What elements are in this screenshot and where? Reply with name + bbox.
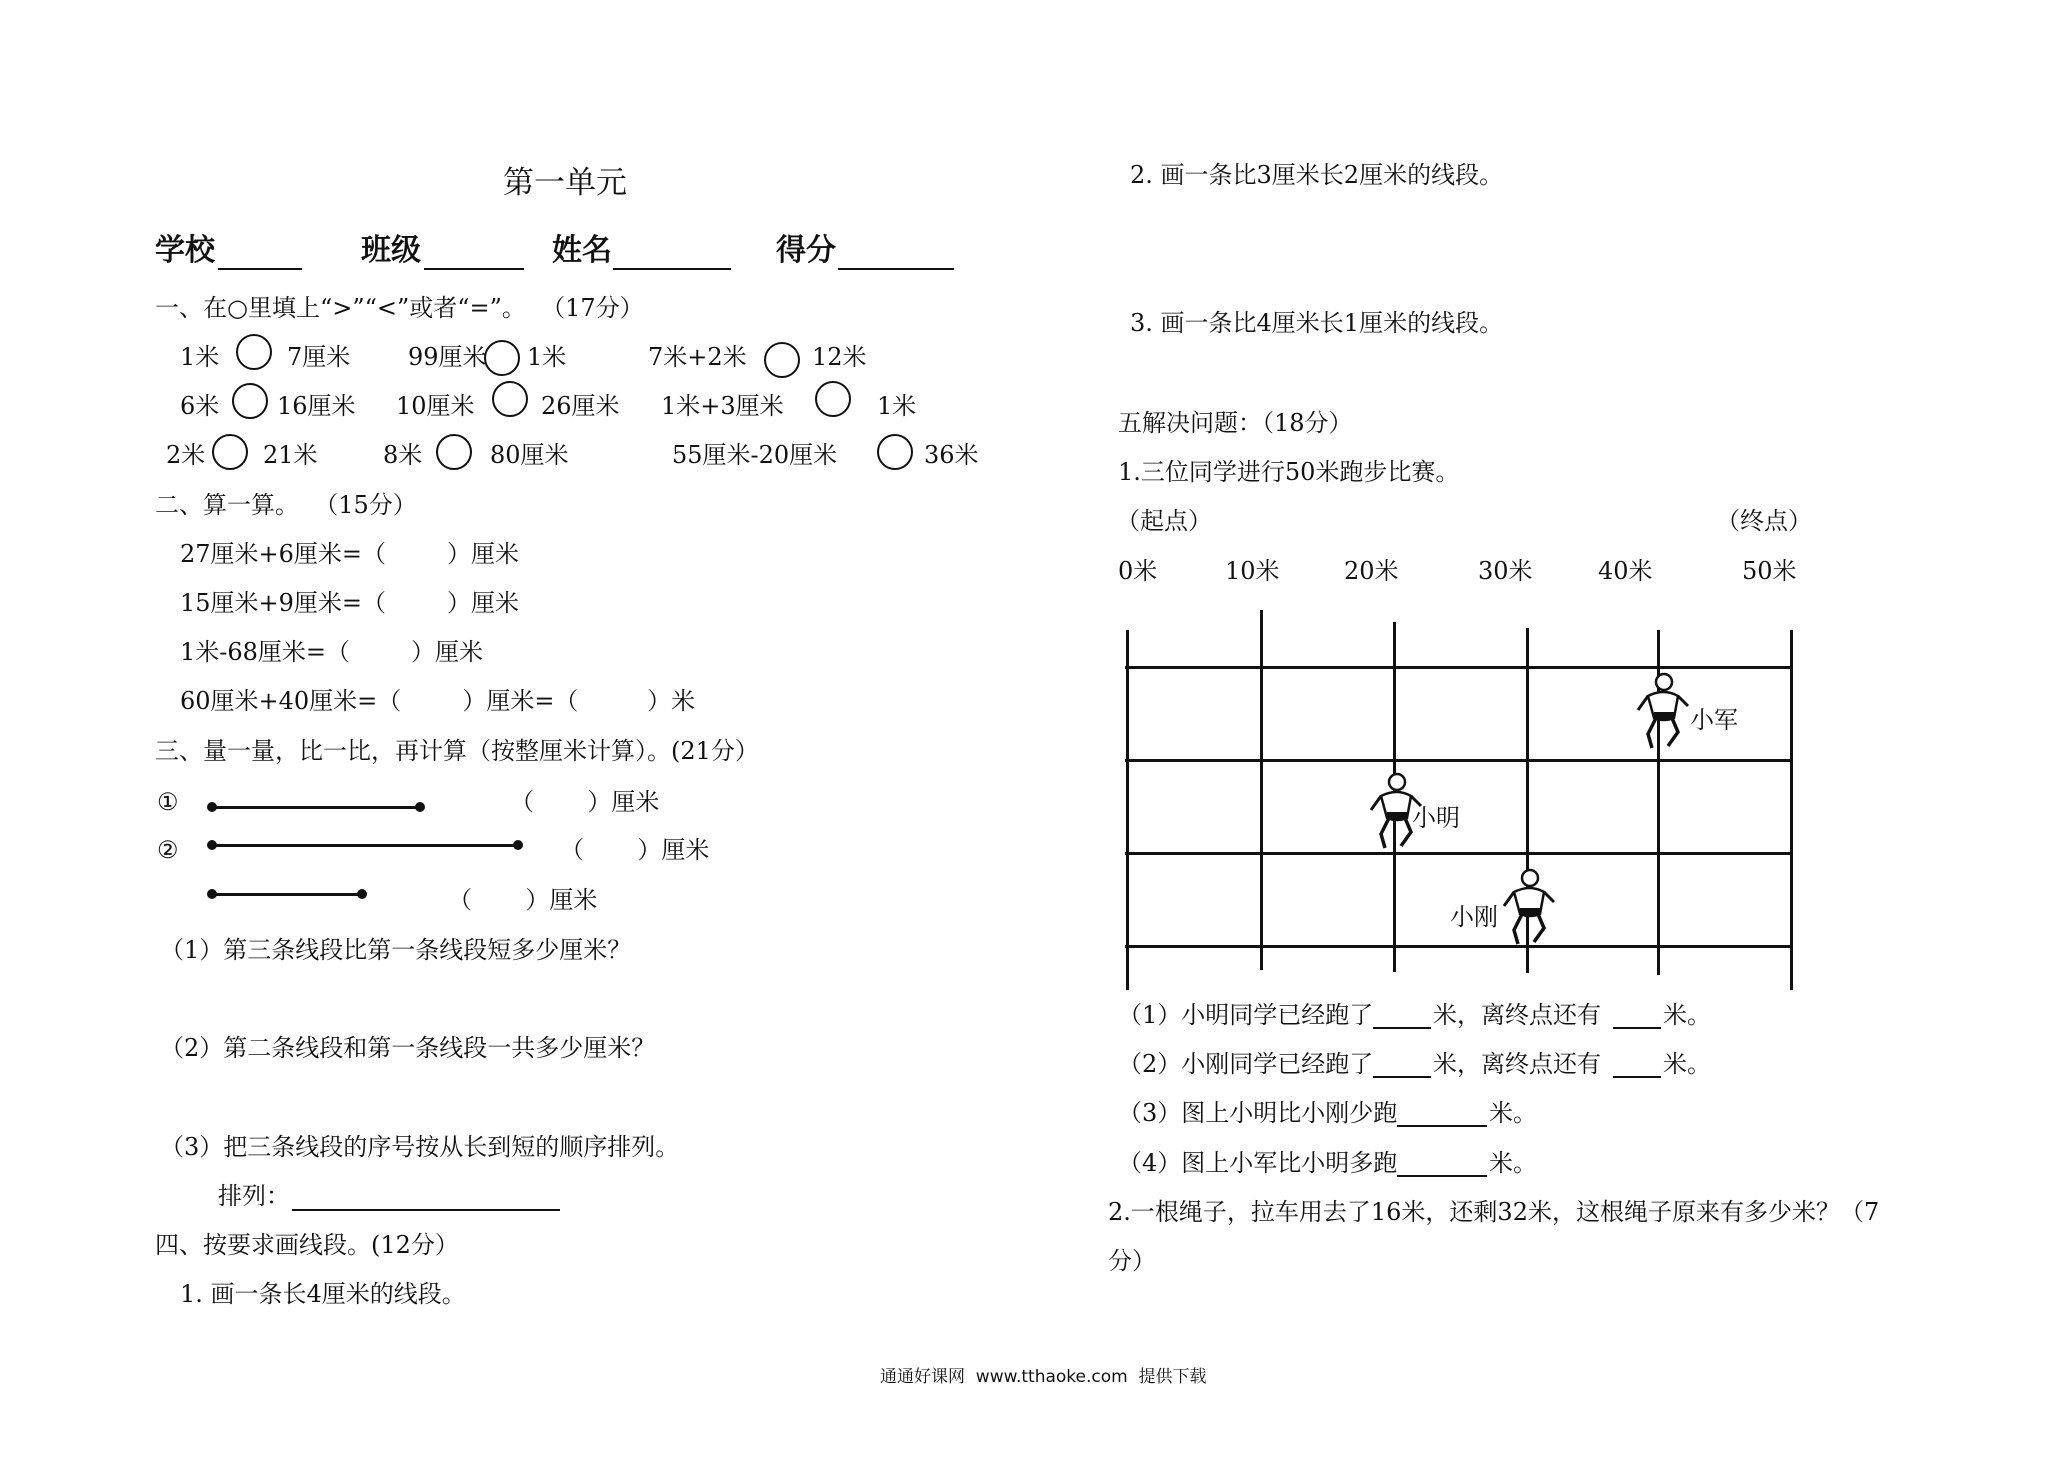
track-divider bbox=[1126, 630, 1129, 990]
s5-sub2-b: 米，离终点还有 bbox=[1433, 1050, 1601, 1078]
s1-r1-b: 7厘米 bbox=[287, 343, 351, 371]
section4-title: 四、按要求画线段。(12分） bbox=[155, 1231, 459, 1259]
name-blank[interactable] bbox=[613, 268, 731, 270]
segment-marker-2: ② bbox=[157, 836, 179, 864]
section3-title: 三、量一量，比一比，再计算（按整厘米计算）。(21分） bbox=[155, 737, 759, 765]
s5-sub2-c: 米。 bbox=[1663, 1050, 1711, 1078]
distance-mark: 10米 bbox=[1225, 557, 1280, 585]
s5-sub1-a: （1）小明同学已经跑了 bbox=[1118, 1001, 1374, 1029]
section5-title: 五解决问题：（18分） bbox=[1118, 409, 1353, 437]
compare-circle[interactable] bbox=[232, 383, 268, 419]
compare-circle[interactable] bbox=[212, 434, 248, 470]
compare-circle[interactable] bbox=[436, 434, 472, 470]
s2-q1: 27厘米+6厘米=（ ）厘米 bbox=[180, 540, 520, 568]
runner-name-xiaogang: 小刚 bbox=[1450, 903, 1498, 931]
distance-mark: 20米 bbox=[1344, 557, 1399, 585]
compare-circle[interactable] bbox=[484, 340, 520, 376]
answer-blank[interactable] bbox=[1613, 1076, 1661, 1078]
track-lane-line bbox=[1125, 852, 1790, 855]
section1-title: 一、在○里填上“>”“<”或者“=”。 （17分） bbox=[155, 294, 644, 322]
s1-r1-e: 7米+2米 bbox=[648, 343, 747, 371]
s5-sub4-a: （4）图上小军比小明多跑 bbox=[1118, 1149, 1398, 1177]
distance-mark: 30米 bbox=[1478, 557, 1533, 585]
runner-name-xiaojun: 小军 bbox=[1690, 706, 1738, 734]
runner-icon bbox=[1500, 868, 1556, 948]
s1-r3-b: 21米 bbox=[263, 441, 318, 469]
name-label: 姓名 bbox=[552, 233, 612, 268]
segment-2-answer: （ ）厘米 bbox=[560, 836, 710, 864]
school-blank[interactable] bbox=[218, 268, 302, 270]
s1-r2-e: 1米+3厘米 bbox=[661, 392, 784, 420]
s3-q2: （2）第二条线段和第一条线段一共多少厘米？ bbox=[160, 1034, 656, 1062]
s5-problem2-cont: 分） bbox=[1108, 1247, 1156, 1275]
s5-sub1-c: 米。 bbox=[1663, 1001, 1711, 1029]
s1-r2-a: 6米 bbox=[180, 392, 220, 420]
segment-1-answer: （ ）厘米 bbox=[510, 788, 660, 816]
s3-q3: （3）把三条线段的序号按从长到短的顺序排列。 bbox=[160, 1133, 680, 1161]
compare-circle[interactable] bbox=[236, 334, 272, 370]
s2-q4: 60厘米+40厘米=（ ）厘米=（ ）米 bbox=[180, 687, 696, 715]
answer-blank[interactable] bbox=[1373, 1076, 1431, 1078]
s1-r1-a: 1米 bbox=[180, 343, 220, 371]
page-title: 第一单元 bbox=[503, 165, 627, 201]
footer-credit: 通通好课网 www.tthaoke.com 提供下载 bbox=[880, 1367, 1207, 1387]
s1-r3-f: 36米 bbox=[924, 441, 979, 469]
s5-sub3-b: 米。 bbox=[1489, 1099, 1537, 1127]
s1-r3-a: 2米 bbox=[166, 441, 206, 469]
s1-r3-c: 8米 bbox=[383, 441, 423, 469]
class-label: 班级 bbox=[361, 233, 421, 268]
class-blank[interactable] bbox=[424, 268, 524, 270]
s4-q3: 3. 画一条比4厘米长1厘米的线段。 bbox=[1130, 309, 1504, 337]
s1-r1-f: 12米 bbox=[812, 343, 867, 371]
s1-r2-b: 16厘米 bbox=[277, 392, 356, 420]
track-divider bbox=[1260, 610, 1263, 970]
s5-sub3-a: （3）图上小明比小刚少跑 bbox=[1118, 1099, 1398, 1127]
s5-problem2: 2.一根绳子，拉车用去了16米，还剩32米，这根绳子原来有多少米？（7 bbox=[1108, 1198, 1880, 1226]
start-label: （起点） bbox=[1116, 507, 1212, 535]
segment-3 bbox=[210, 893, 364, 896]
finish-label: （终点） bbox=[1716, 507, 1812, 535]
distance-mark: 50米 bbox=[1742, 557, 1797, 585]
score-blank[interactable] bbox=[838, 268, 954, 270]
school-label: 学校 bbox=[155, 233, 215, 268]
order-label: 排列： bbox=[218, 1182, 290, 1210]
s1-r3-e: 55厘米-20厘米 bbox=[672, 441, 838, 469]
track-lane-line bbox=[1125, 666, 1790, 669]
s3-q1: （1）第三条线段比第一条线段短多少厘米？ bbox=[160, 936, 632, 964]
s5-sub1-b: 米，离终点还有 bbox=[1433, 1001, 1601, 1029]
track-lane-line bbox=[1125, 945, 1790, 948]
track-divider bbox=[1790, 630, 1793, 990]
s4-q2: 2. 画一条比3厘米长2厘米的线段。 bbox=[1130, 161, 1504, 189]
s1-r2-c: 10厘米 bbox=[396, 392, 475, 420]
score-label: 得分 bbox=[776, 233, 836, 268]
order-blank[interactable] bbox=[292, 1209, 560, 1211]
s1-r2-d: 26厘米 bbox=[541, 392, 620, 420]
answer-blank[interactable] bbox=[1397, 1125, 1487, 1127]
answer-blank[interactable] bbox=[1373, 1027, 1431, 1029]
s5-sub4-b: 米。 bbox=[1489, 1149, 1537, 1177]
section2-title: 二、算一算。 （15分） bbox=[155, 491, 417, 519]
compare-circle[interactable] bbox=[815, 381, 851, 417]
segment-1 bbox=[210, 806, 422, 809]
s2-q3: 1米-68厘米=（ ）厘米 bbox=[180, 638, 484, 666]
s1-r2-f: 1米 bbox=[877, 392, 917, 420]
s1-r1-d: 1米 bbox=[527, 343, 567, 371]
segment-2 bbox=[210, 844, 520, 847]
answer-blank[interactable] bbox=[1397, 1175, 1487, 1177]
segment-marker-1: ① bbox=[157, 788, 179, 816]
compare-circle[interactable] bbox=[764, 342, 800, 378]
distance-mark: 40米 bbox=[1598, 557, 1653, 585]
compare-circle[interactable] bbox=[492, 381, 528, 417]
answer-blank[interactable] bbox=[1613, 1027, 1661, 1029]
segment-3-answer: （ ）厘米 bbox=[448, 886, 598, 914]
compare-circle[interactable] bbox=[877, 434, 913, 470]
runner-name-xiaoming: 小明 bbox=[1412, 804, 1460, 832]
s4-q1: 1. 画一条长4厘米的线段。 bbox=[180, 1280, 466, 1308]
s5-sub2-a: （2）小刚同学已经跑了 bbox=[1118, 1050, 1374, 1078]
runner-icon bbox=[1634, 672, 1690, 752]
s1-r3-d: 80厘米 bbox=[490, 441, 569, 469]
track-lane-line bbox=[1125, 759, 1790, 762]
distance-mark: 0米 bbox=[1118, 557, 1158, 585]
s2-q2: 15厘米+9厘米=（ ）厘米 bbox=[180, 589, 520, 617]
s1-r1-c: 99厘米 bbox=[408, 343, 487, 371]
s5-problem1: 1.三位同学进行50米跑步比赛。 bbox=[1118, 458, 1460, 486]
